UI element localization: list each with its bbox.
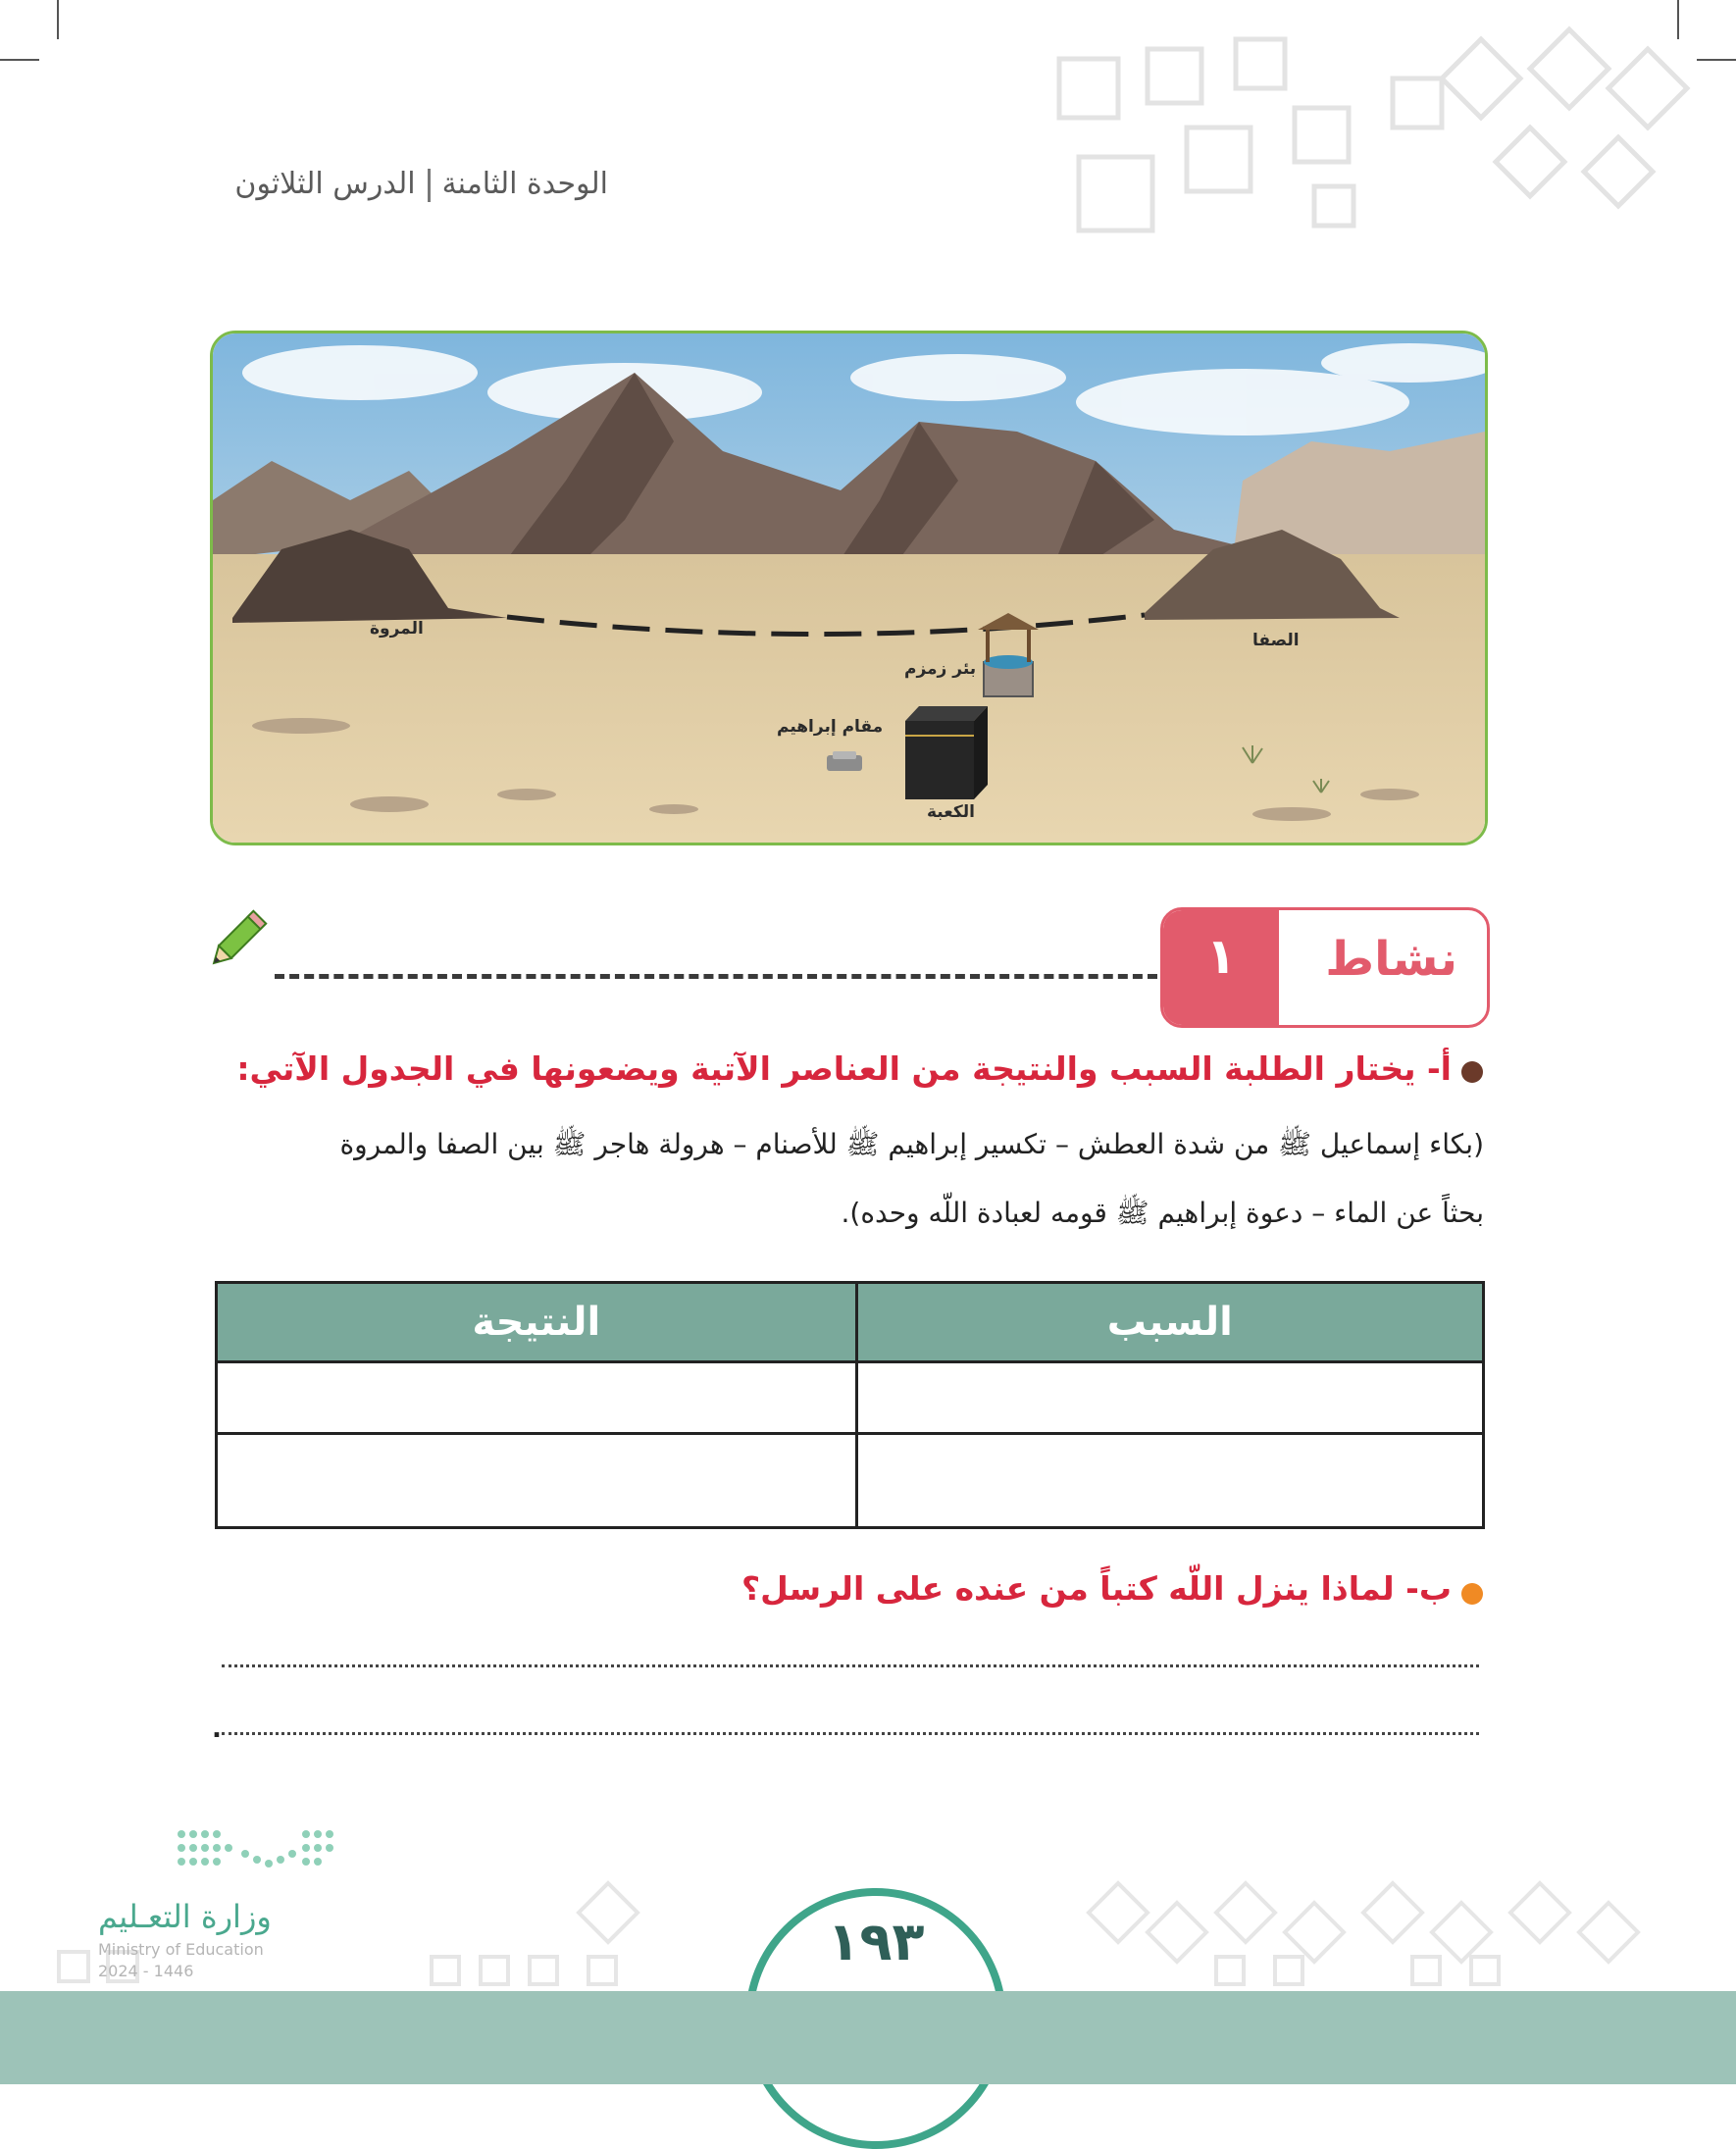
question-b-title: ب- لماذا ينزل اللّه كتباً من عنده على الرسل؟ [740, 1569, 1452, 1608]
crop-mark [0, 59, 39, 61]
pencil-icon [201, 907, 270, 976]
activity-badge [1160, 907, 1490, 1028]
decorative-pattern [1020, 20, 1707, 255]
scene-drawing [213, 333, 1485, 843]
lesson-title: الدرس الثلاثون [234, 167, 416, 201]
footer-band [0, 1991, 1736, 2084]
crop-mark [57, 0, 59, 39]
activity-label: نشاط [1325, 932, 1457, 987]
header-divider [428, 169, 431, 202]
table-cell-result-2[interactable] [217, 1434, 857, 1528]
unit-title: الوحدة الثامنة [441, 167, 608, 201]
table-row [217, 1362, 1484, 1434]
bullet-a [1461, 1061, 1483, 1083]
label-maqam: مقام إبراهيم [777, 717, 884, 737]
table-cell-result-1[interactable] [217, 1362, 857, 1434]
label-safa: الصفا [1252, 631, 1300, 650]
question-a-options-line1: (بكاء إسماعيل ﷺ من شدة العطش – تكسير إبراهيم ﷺ للأصنام – هرولة هاجر ﷺ بين الصفا والمروة [339, 1128, 1484, 1160]
answer-line-2[interactable] [222, 1732, 1479, 1735]
bullet-b [1461, 1583, 1483, 1605]
cause-effect-table [215, 1281, 1485, 1529]
table-row [217, 1434, 1484, 1528]
activity-number: ١ [1205, 928, 1237, 985]
label-zamzam: بئر زمزم [904, 659, 977, 679]
answer-line-1[interactable] [222, 1664, 1479, 1667]
ministry-name-ar: وزارة التعـليم [98, 1898, 272, 1935]
ministry-logo [88, 1824, 353, 1980]
kaaba-drawing [905, 706, 988, 799]
label-marwa: المروة [370, 619, 424, 639]
ministry-name-en: Ministry of Education [98, 1940, 264, 1959]
answer-end-mark: . [212, 1714, 222, 1744]
activity-divider [275, 974, 1157, 979]
ministry-logo-dots [88, 1824, 343, 1893]
table-header-cause: السبب [856, 1283, 1483, 1362]
ministry-year: 2024 - 1446 [98, 1962, 194, 1980]
desert-scene-illustration [210, 331, 1488, 845]
table-header-result: النتيجة [217, 1283, 857, 1362]
page-number: ١٩٣ [827, 1911, 925, 1972]
table-cell-cause-2[interactable] [856, 1434, 1483, 1528]
question-a-options-line2: بحثاً عن الماء – دعوة إبراهيم ﷺ قومه لعبادة اللّه وحده). [841, 1197, 1484, 1229]
unit-lesson-header [234, 167, 608, 202]
question-a-title: أ- يختار الطلبة السبب والنتيجة من العناصر الآتية ويضعونها في الجدول الآتي: [236, 1049, 1452, 1088]
label-kaaba: الكعبة [927, 802, 975, 822]
table-cell-cause-1[interactable] [856, 1362, 1483, 1434]
